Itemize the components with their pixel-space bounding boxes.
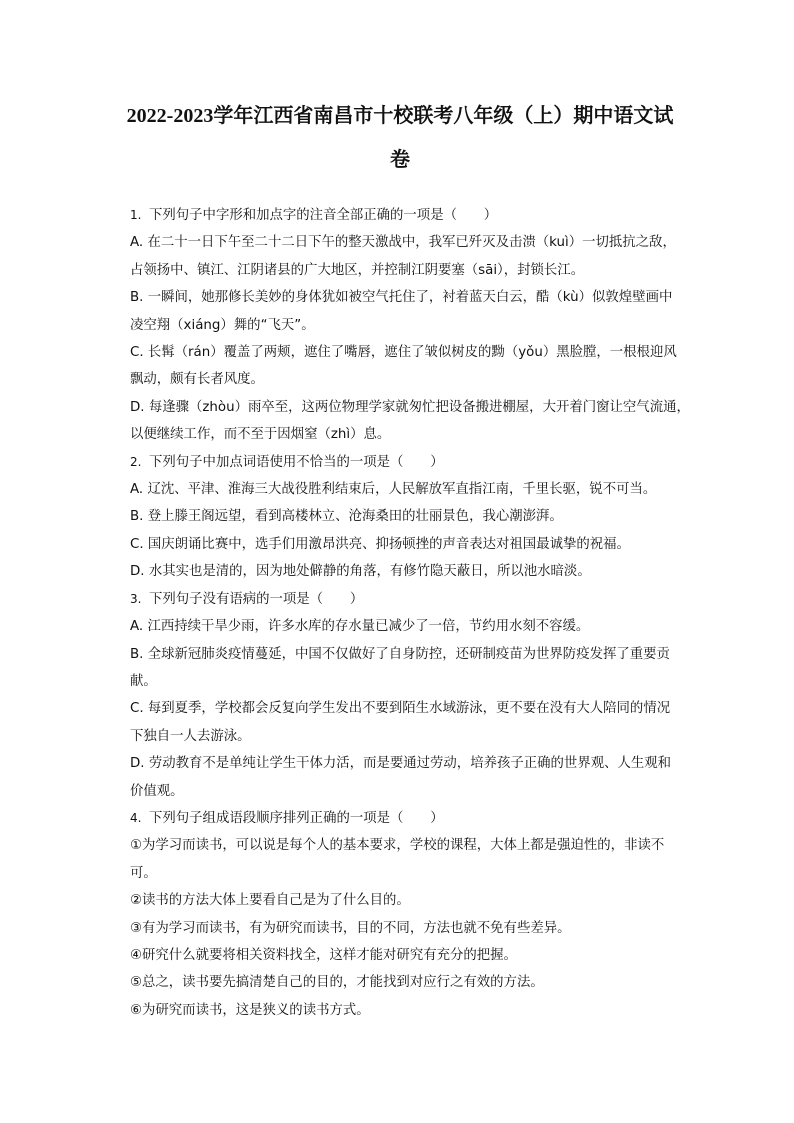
question-stem <box>130 449 700 476</box>
question-2 <box>130 449 700 586</box>
question-number: 2. <box>130 454 142 469</box>
question-4 <box>130 805 700 1024</box>
sentence-line: ⑤总之，读书要先搞清楚自己的目的，才能找到对应行之有效的方法。 <box>130 975 544 991</box>
option-line: C. 长髯（rán）覆盖了两颊，遮住了嘴唇，遮住了皱似树皮的黝（yǒu）黑脸膛，一根根迎风 <box>130 345 677 361</box>
option-line: B. 一瞬间，她那修长美妙的身体犹如被空气托住了，衬着蓝天白云，酷（kù）似敦煌壁画中 <box>130 290 673 306</box>
option-line: 价值观。 <box>130 783 184 799</box>
option-line: 占领扬中、镇江、江阴诸县的广大地区，并控制江阴要塞（sāi），封锁长江。 <box>130 262 585 278</box>
option-line: B. 全球新冠肺炎疫情蔓延，中国不仅做好了自身防控，还研制疫苗为世界防疫发挥了重要贡 <box>130 646 670 662</box>
option-line: 飘动，颇有长者风度。 <box>130 372 264 388</box>
title-line-1: 2022-2023学年江西省南昌市十校联考八年级（上）期中语文试 <box>126 105 674 127</box>
option-line: B. 登上滕王阁远望，看到高楼林立、沧海桑田的壮丽景色，我心潮澎湃。 <box>130 509 563 525</box>
option-line: D. 劳动教育不是单纯让学生干体力活，而是要通过劳动，培养孩子正确的世界观、人生观和 <box>130 756 672 772</box>
question-text: 下列句子组成语段顺序排列正确的一项是（ ） <box>149 810 444 826</box>
question-number: 4. <box>130 810 142 825</box>
question-stem <box>130 202 700 229</box>
sentence-line: 可。 <box>130 865 157 881</box>
document-title <box>95 94 705 182</box>
option-line: A. 在二十一日下午至二十二日下午的整天激战中，我军已歼灭及击溃（kuì）一切抵抗之敌， <box>130 235 676 251</box>
question-number: 1. <box>130 208 142 222</box>
option-line: A. 江西持续干旱少雨，许多水库的存水量已减少了一倍，节约用水刻不容缓。 <box>130 619 590 635</box>
option-line: C. 国庆朗诵比赛中，选手们用激昂洪亮、抑扬顿挫的声音表达对祖国最诚挚的祝福。 <box>130 536 630 552</box>
option-line: 以便继续工作，而不至于因烟窒（zhì）息。 <box>130 427 391 443</box>
sentence-line: ③有为学习而读书，有为研究而读书，目的不同，方法也就不免有些差异。 <box>130 920 571 936</box>
option-line: D. 水其实也是清的，因为地处僻静的角落，有修竹隐天蔽日，所以池水暗淡。 <box>130 564 591 580</box>
option-line: C. 每到夏季，学校都会反复向学生发出不要到陌生水域游泳，更不要在没有大人陪同的情况 <box>130 701 671 717</box>
question-list <box>130 202 700 1024</box>
option-line: 凌空翔（xiáng）舞的“飞天”。 <box>130 317 315 333</box>
sentence-line: ②读书的方法大体上要看自己是为了什么目的。 <box>130 893 410 909</box>
question-number: 3. <box>130 591 142 606</box>
sentence-line: ④研究什么就要将相关资料找全，这样才能对研究有充分的把握。 <box>130 947 517 963</box>
option-line: A. 辽沈、平津、淮海三大战役胜利结束后，人民解放军直指江南，千里长驱，锐不可当。 <box>130 482 657 498</box>
sentence-line: ⑥为研究而读书，这是狭义的读书方式。 <box>130 1002 370 1018</box>
question-stem <box>130 586 700 613</box>
question-text: 下列句子中加点词语使用不恰当的一项是（ ） <box>149 454 444 470</box>
question-text: 下列句子没有语病的一项是（ ） <box>149 591 364 607</box>
title-line-2: 卷 <box>390 149 410 171</box>
question-1 <box>130 202 700 449</box>
question-3 <box>130 586 700 805</box>
option-line: 下独自一人去游泳。 <box>130 728 251 744</box>
sentence-line: ①为学习而读书，可以说是每个人的基本要求，学校的课程，大体上都是强迫性的，非读不 <box>130 838 665 854</box>
question-stem <box>130 805 700 832</box>
question-text: 下列句子中字形和加点字的注音全部正确的一项是（ ） <box>149 208 498 223</box>
option-line: D. 每逢骤（zhòu）雨卒至，这两位物理学家就匆忙把设备搬进棚屋，大开着门窗让空气流通， <box>130 399 690 415</box>
option-line: 献。 <box>130 673 157 689</box>
